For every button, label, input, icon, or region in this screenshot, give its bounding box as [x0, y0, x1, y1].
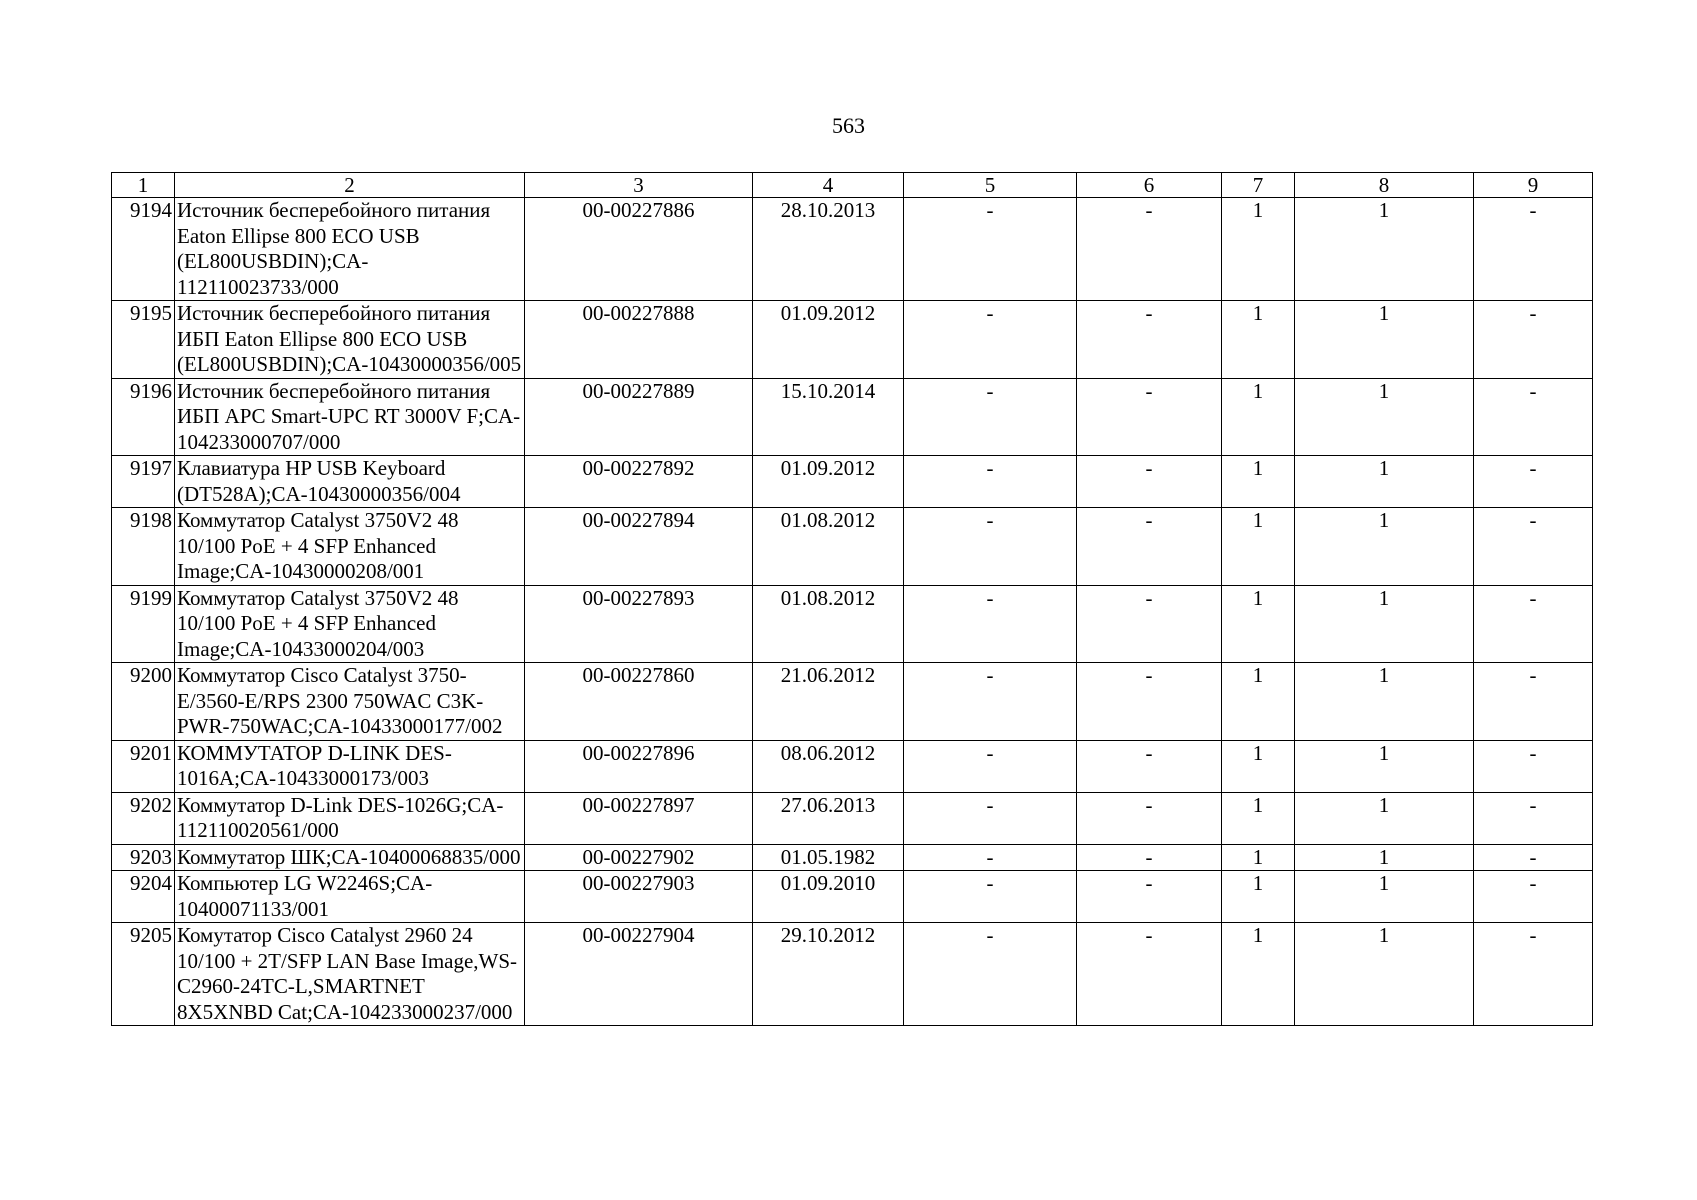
- date-cell: 01.08.2012: [753, 508, 904, 586]
- row-number-cell: 9202: [112, 792, 175, 844]
- column-8-cell: 1: [1295, 663, 1474, 741]
- inventory-number-cell: 00-00227892: [525, 456, 753, 508]
- column-7-cell: 1: [1222, 508, 1295, 586]
- column-6-cell: -: [1077, 844, 1222, 871]
- inventory-number-cell: 00-00227893: [525, 585, 753, 663]
- column-header-2: 2: [175, 173, 525, 198]
- column-header-5: 5: [904, 173, 1077, 198]
- date-cell: 01.09.2010: [753, 871, 904, 923]
- table-row: [112, 198, 1593, 301]
- column-8-cell: 1: [1295, 508, 1474, 586]
- date-cell: 29.10.2012: [753, 923, 904, 1026]
- column-9-cell: -: [1474, 792, 1593, 844]
- column-6-cell: -: [1077, 923, 1222, 1026]
- date-cell: 01.09.2012: [753, 456, 904, 508]
- column-7-cell: 1: [1222, 923, 1295, 1026]
- column-8-cell: 1: [1295, 871, 1474, 923]
- column-6-cell: -: [1077, 792, 1222, 844]
- inventory-number-cell: 00-00227894: [525, 508, 753, 586]
- item-name-cell: Компьютер LG W2246S;CA-10400071133/001: [175, 871, 525, 923]
- column-9-cell: -: [1474, 663, 1593, 741]
- column-9-cell: -: [1474, 923, 1593, 1026]
- inventory-number-cell: 00-00227897: [525, 792, 753, 844]
- item-name-cell: Коммутатор Catalyst 3750V2 48 10/100 PoE + 4 SFP Enhanced Image;CA-10433000204/003: [175, 585, 525, 663]
- column-7-cell: 1: [1222, 792, 1295, 844]
- table-body: [112, 198, 1593, 1026]
- column-6-cell: -: [1077, 585, 1222, 663]
- column-7-cell: 1: [1222, 378, 1295, 456]
- inventory-number-cell: 00-00227860: [525, 663, 753, 741]
- column-5-cell: -: [904, 923, 1077, 1026]
- inventory-table: [111, 172, 1593, 1026]
- table-row: [112, 663, 1593, 741]
- column-5-cell: -: [904, 198, 1077, 301]
- inventory-number-cell: 00-00227903: [525, 871, 753, 923]
- row-number-cell: 9205: [112, 923, 175, 1026]
- column-6-cell: -: [1077, 871, 1222, 923]
- row-number-cell: 9199: [112, 585, 175, 663]
- column-9-cell: -: [1474, 585, 1593, 663]
- column-6-cell: -: [1077, 508, 1222, 586]
- table-row: [112, 456, 1593, 508]
- column-6-cell: -: [1077, 378, 1222, 456]
- column-8-cell: 1: [1295, 844, 1474, 871]
- column-8-cell: 1: [1295, 378, 1474, 456]
- column-6-cell: -: [1077, 198, 1222, 301]
- row-number-cell: 9198: [112, 508, 175, 586]
- column-header-7: 7: [1222, 173, 1295, 198]
- column-header-4: 4: [753, 173, 904, 198]
- column-8-cell: 1: [1295, 198, 1474, 301]
- column-5-cell: -: [904, 663, 1077, 741]
- column-7-cell: 1: [1222, 844, 1295, 871]
- column-5-cell: -: [904, 871, 1077, 923]
- item-name-cell: Источник бесперебойного питания ИБП APC Smart-UPC RT 3000V F;CA-104233000707/000: [175, 378, 525, 456]
- column-header-6: 6: [1077, 173, 1222, 198]
- row-number-cell: 9195: [112, 301, 175, 379]
- column-header-8: 8: [1295, 173, 1474, 198]
- column-5-cell: -: [904, 378, 1077, 456]
- row-number-cell: 9196: [112, 378, 175, 456]
- column-5-cell: -: [904, 456, 1077, 508]
- item-name-cell: Коммутатор Cisco Catalyst 3750-E/3560-E/RPS 2300 750WAC C3K-PWR-750WAC;CA-10433000177/002: [175, 663, 525, 741]
- row-number-cell: 9201: [112, 740, 175, 792]
- column-9-cell: -: [1474, 871, 1593, 923]
- column-5-cell: -: [904, 844, 1077, 871]
- table-row: [112, 871, 1593, 923]
- item-name-cell: КОММУТАТОР D-LINK DES-1016A;CA-10433000173/003: [175, 740, 525, 792]
- table-row: [112, 585, 1593, 663]
- column-9-cell: -: [1474, 740, 1593, 792]
- date-cell: 01.09.2012: [753, 301, 904, 379]
- column-header-3: 3: [525, 173, 753, 198]
- table-row: [112, 740, 1593, 792]
- inventory-number-cell: 00-00227888: [525, 301, 753, 379]
- row-number-cell: 9197: [112, 456, 175, 508]
- date-cell: 15.10.2014: [753, 378, 904, 456]
- column-6-cell: -: [1077, 301, 1222, 379]
- item-name-cell: Источник бесперебойного питания ИБП Eaton Ellipse 800 ECO USB (EL800USBDIN);CA-10430000356/005: [175, 301, 525, 379]
- column-7-cell: 1: [1222, 740, 1295, 792]
- column-header-9: 9: [1474, 173, 1593, 198]
- table-row: [112, 923, 1593, 1026]
- column-9-cell: -: [1474, 301, 1593, 379]
- column-7-cell: 1: [1222, 456, 1295, 508]
- row-number-cell: 9203: [112, 844, 175, 871]
- date-cell: 08.06.2012: [753, 740, 904, 792]
- table-row: [112, 378, 1593, 456]
- column-8-cell: 1: [1295, 740, 1474, 792]
- column-8-cell: 1: [1295, 792, 1474, 844]
- row-number-cell: 9200: [112, 663, 175, 741]
- column-9-cell: -: [1474, 456, 1593, 508]
- column-5-cell: -: [904, 740, 1077, 792]
- column-9-cell: -: [1474, 198, 1593, 301]
- item-name-cell: Источник бесперебойного питания Eaton Ellipse 800 ECO USB (EL800USBDIN);CA-112110023733/000: [175, 198, 525, 301]
- item-name-cell: Коммутатор ШК;CA-10400068835/000: [175, 844, 525, 871]
- header-row: [112, 173, 1593, 198]
- date-cell: 21.06.2012: [753, 663, 904, 741]
- column-5-cell: -: [904, 585, 1077, 663]
- inventory-number-cell: 00-00227889: [525, 378, 753, 456]
- table-row: [112, 301, 1593, 379]
- row-number-cell: 9204: [112, 871, 175, 923]
- column-8-cell: 1: [1295, 923, 1474, 1026]
- inventory-number-cell: 00-00227904: [525, 923, 753, 1026]
- inventory-number-cell: 00-00227886: [525, 198, 753, 301]
- column-7-cell: 1: [1222, 301, 1295, 379]
- column-7-cell: 1: [1222, 585, 1295, 663]
- table-row: [112, 792, 1593, 844]
- column-7-cell: 1: [1222, 198, 1295, 301]
- column-5-cell: -: [904, 792, 1077, 844]
- column-8-cell: 1: [1295, 301, 1474, 379]
- table-row: [112, 508, 1593, 586]
- column-5-cell: -: [904, 508, 1077, 586]
- column-6-cell: -: [1077, 456, 1222, 508]
- date-cell: 28.10.2013: [753, 198, 904, 301]
- inventory-number-cell: 00-00227902: [525, 844, 753, 871]
- column-7-cell: 1: [1222, 871, 1295, 923]
- item-name-cell: Клавиатура HP USB Keyboard (DT528A);CA-10430000356/004: [175, 456, 525, 508]
- column-9-cell: -: [1474, 378, 1593, 456]
- row-number-cell: 9194: [112, 198, 175, 301]
- column-8-cell: 1: [1295, 456, 1474, 508]
- item-name-cell: Комутатор Cisco Catalyst 2960 24 10/100 + 2T/SFP LAN Base Image,WS-C2960-24TC-L,SMARTNET 8X5XNBD Cat;CA-104233000237/000: [175, 923, 525, 1026]
- column-7-cell: 1: [1222, 663, 1295, 741]
- column-6-cell: -: [1077, 663, 1222, 741]
- column-8-cell: 1: [1295, 585, 1474, 663]
- table-row: [112, 844, 1593, 871]
- date-cell: 01.08.2012: [753, 585, 904, 663]
- item-name-cell: Коммутатор D-Link DES-1026G;CA-112110020561/000: [175, 792, 525, 844]
- date-cell: 27.06.2013: [753, 792, 904, 844]
- column-9-cell: -: [1474, 844, 1593, 871]
- item-name-cell: Коммутатор Catalyst 3750V2 48 10/100 PoE + 4 SFP Enhanced Image;CA-10430000208/001: [175, 508, 525, 586]
- column-header-1: 1: [112, 173, 175, 198]
- inventory-number-cell: 00-00227896: [525, 740, 753, 792]
- column-6-cell: -: [1077, 740, 1222, 792]
- page-number: 563: [832, 113, 865, 138]
- column-9-cell: -: [1474, 508, 1593, 586]
- column-5-cell: -: [904, 301, 1077, 379]
- date-cell: 01.05.1982: [753, 844, 904, 871]
